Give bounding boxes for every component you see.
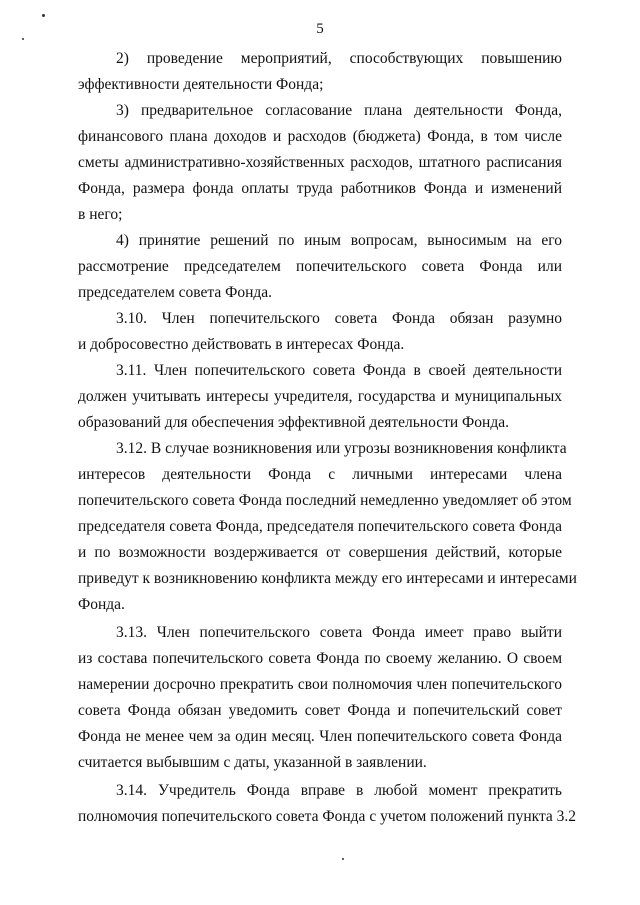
scan-speck <box>22 38 24 40</box>
text-line: и добросовестно действовать в интересах Фонда. <box>78 336 405 353</box>
text-line: намерении досрочно прекратить свои полномочия член попечительского <box>78 676 562 693</box>
text-line: полномочия попечительского совета Фонда с учетом положений пункта 3.2 <box>78 808 577 825</box>
text-line: 3.11. Член попечительского совета Фонда в своей деятельности <box>116 362 562 379</box>
scan-speck <box>342 858 344 860</box>
text-line: сметы административно-хозяйственных расходов, штатного расписания <box>78 154 562 171</box>
text-line: попечительского совета Фонда последний немедленно уведомляет об этом <box>78 492 572 509</box>
text-line: интересов деятельности Фонда с личными интересами члена <box>78 466 562 483</box>
text-line: финансового плана доходов и расходов (бюджета) Фонда, в том числе <box>78 128 562 145</box>
page-number: 5 <box>316 21 324 37</box>
text-line: из состава попечительского совета Фонда по своему желанию. О своем <box>78 650 562 667</box>
text-line: и по возможности воздерживается от совершения действий, которые <box>78 544 562 561</box>
text-line: в него; <box>78 206 123 223</box>
text-line: считается выбывшим с даты, указанной в заявлении. <box>78 754 427 771</box>
text-line: 3) предварительное согласование плана деятельности Фонда, <box>116 102 562 119</box>
text-line: 3.10. Член попечительского совета Фонда обязан разумно <box>116 310 562 327</box>
text-line: 3.12. В случае возникновения или угрозы возникновения конфликта <box>116 440 567 457</box>
text-line: Фонда. <box>78 596 125 613</box>
text-line: 3.14. Учредитель Фонда вправе в любой момент прекратить <box>116 782 562 799</box>
text-line: приведут к возникновению конфликта между его интересами и интересами <box>78 570 577 587</box>
text-line: 2) проведение мероприятий, способствующих повышению <box>116 50 562 67</box>
text-line: 4) принятие решений по иным вопросам, выносимым на его <box>116 232 562 249</box>
text-line: совета Фонда обязан уведомить совет Фонда и попечительский совет <box>78 702 562 719</box>
scan-speck <box>42 14 45 17</box>
text-line: 3.13. Член попечительского совета Фонда имеет право выйти <box>116 624 562 641</box>
text-line: председателя совета Фонда, председателя попечительского совета Фонда <box>78 518 562 535</box>
text-line: рассмотрение председателем попечительского совета Фонда или <box>78 258 562 275</box>
text-line: председателем совета Фонда. <box>78 284 273 301</box>
text-line: Фонда, размера фонда оплаты труда работников Фонда и изменений <box>78 180 562 197</box>
text-line: должен учитывать интересы учредителя, государства и муниципальных <box>78 388 562 405</box>
text-line: образований для обеспечения эффективной деятельности Фонда. <box>78 414 509 431</box>
text-line: эффективности деятельности Фонда; <box>78 76 324 93</box>
text-line: Фонда не менее чем за один месяц. Член попечительского совета Фонда <box>78 728 562 745</box>
